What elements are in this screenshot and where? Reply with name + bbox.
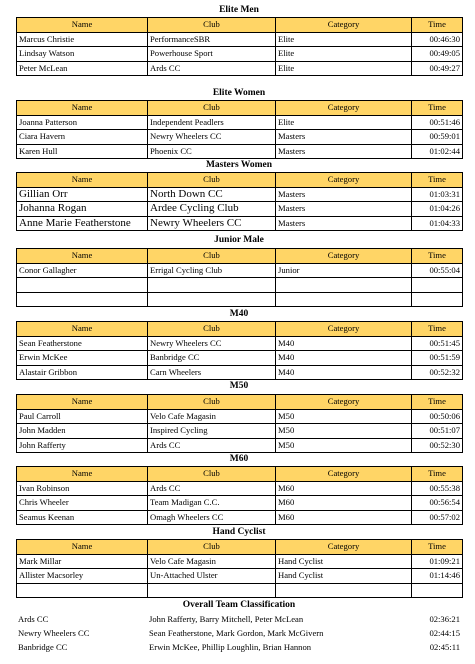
cell-club: [148, 278, 276, 293]
cell-category: M50: [276, 424, 412, 439]
cell-category: Masters: [276, 202, 412, 217]
results-table-m40: [16, 321, 463, 380]
cell-name: Seamus Keenan: [17, 510, 148, 525]
cell-category: Elite: [276, 47, 412, 62]
header-category: Category: [276, 249, 412, 264]
cell-name: Karen Hull: [17, 144, 148, 159]
cell-category: [276, 292, 412, 307]
team-time: 02:45:11: [429, 642, 460, 652]
cell-name: Ciara Havern: [17, 130, 148, 145]
cell-time: 00:50:06: [412, 409, 463, 424]
header-time: Time: [412, 173, 463, 188]
cell-club: Independent Peadlers: [148, 115, 276, 130]
cell-category: Masters: [276, 130, 412, 145]
header-name: Name: [17, 322, 148, 337]
header-time: Time: [412, 18, 463, 33]
results-table-m50: [16, 394, 463, 453]
table-row: [17, 144, 463, 159]
team-members: John Rafferty, Barry Mitchell, Peter McLean: [149, 614, 304, 624]
cell-name: Sean Featherstone: [17, 336, 148, 351]
cell-club: Ards CC: [148, 438, 276, 453]
header-club: Club: [148, 540, 276, 555]
team-club: Newry Wheelers CC: [18, 628, 90, 638]
cell-time: 00:52:30: [412, 438, 463, 453]
cell-club: Team Madigan C.C.: [148, 496, 276, 511]
cell-club: Omagh Wheelers CC: [148, 510, 276, 525]
cell-category: Hand Cyclist: [276, 554, 412, 569]
team-club: Ards CC: [18, 614, 49, 624]
cell-category: M60: [276, 481, 412, 496]
section-title-team-classification: Overall Team Classification: [182, 600, 296, 610]
cell-name: John Madden: [17, 424, 148, 439]
header-club: Club: [148, 395, 276, 410]
table-row: [17, 263, 463, 278]
header-club: Club: [148, 322, 276, 337]
header-category: Category: [276, 18, 412, 33]
results-table-elite-women: [16, 100, 463, 159]
team-members: Sean Featherstone, Mark Gordon, Mark McGivern: [149, 628, 324, 638]
header-category: Category: [276, 467, 412, 482]
cell-category: M50: [276, 409, 412, 424]
cell-name: Peter McLean: [17, 61, 148, 76]
cell-name: Erwin McKee: [17, 351, 148, 366]
table-row: [17, 47, 463, 62]
section-title-m50: M50: [229, 381, 249, 391]
table-row: [17, 583, 463, 598]
cell-club: Powerhouse Sport: [148, 47, 276, 62]
header-row: [17, 540, 463, 555]
cell-name: Marcus Christie: [17, 32, 148, 47]
table-row: [16, 626, 462, 640]
header-time: Time: [412, 322, 463, 337]
cell-category: M60: [276, 496, 412, 511]
cell-time: 01:02:44: [412, 144, 463, 159]
table-row: [17, 481, 463, 496]
header-time: Time: [412, 249, 463, 264]
cell-time: 00:57:02: [412, 510, 463, 525]
header-name: Name: [17, 101, 148, 116]
table-row: [17, 278, 463, 293]
header-club: Club: [148, 249, 276, 264]
table-row: [17, 424, 463, 439]
header-club: Club: [148, 173, 276, 188]
cell-time: 00:55:04: [412, 263, 463, 278]
table-row: [17, 365, 463, 380]
team-club: Banbridge CC: [18, 642, 68, 652]
cell-club: Phoenix CC: [148, 144, 276, 159]
header-name: Name: [17, 249, 148, 264]
cell-category: Elite: [276, 32, 412, 47]
header-club: Club: [148, 101, 276, 116]
cell-club: Ardee Cycling Club: [148, 202, 276, 217]
table-row: [17, 438, 463, 453]
cell-category: M40: [276, 365, 412, 380]
table-row: [17, 569, 463, 584]
table-row: [17, 496, 463, 511]
cell-club: Ards CC: [148, 481, 276, 496]
cell-category: Elite: [276, 61, 412, 76]
header-name: Name: [17, 395, 148, 410]
table-row: [17, 115, 463, 130]
cell-time: 00:46:30: [412, 32, 463, 47]
cell-club: Newry Wheelers CC: [148, 130, 276, 145]
cell-name: [17, 292, 148, 307]
table-row: [17, 187, 463, 202]
results-table-hand-cyclist: [16, 539, 463, 598]
table-row: [17, 32, 463, 47]
cell-club: Velo Cafe Magasin: [148, 409, 276, 424]
cell-name: Allister Macsorley: [17, 569, 148, 584]
cell-name: Johanna Rogan: [17, 202, 148, 217]
section-title-m60: M60: [229, 454, 249, 464]
header-time: Time: [412, 540, 463, 555]
header-row: [17, 395, 463, 410]
cell-time: 01:04:33: [412, 216, 463, 231]
cell-time: 00:51:07: [412, 424, 463, 439]
cell-time: 00:49:27: [412, 61, 463, 76]
cell-club: Newry Wheelers CC: [148, 216, 276, 231]
cell-category: Junior: [276, 263, 412, 278]
header-category: Category: [276, 101, 412, 116]
cell-name: Paul Carroll: [17, 409, 148, 424]
header-club: Club: [148, 467, 276, 482]
cell-category: M40: [276, 336, 412, 351]
cell-time: 00:51:46: [412, 115, 463, 130]
table-row: [17, 554, 463, 569]
header-time: Time: [412, 467, 463, 482]
cell-club: [148, 292, 276, 307]
section-title-m40: M40: [229, 309, 249, 319]
cell-time: [412, 583, 463, 598]
cell-category: Masters: [276, 187, 412, 202]
cell-category: M50: [276, 438, 412, 453]
header-club: Club: [148, 18, 276, 33]
cell-category: M40: [276, 351, 412, 366]
cell-name: Mark Millar: [17, 554, 148, 569]
header-category: Category: [276, 395, 412, 410]
cell-name: [17, 278, 148, 293]
cell-time: 01:03:31: [412, 187, 463, 202]
header-row: [17, 322, 463, 337]
results-table-m60: [16, 466, 463, 525]
table-row: [16, 640, 462, 654]
header-name: Name: [17, 173, 148, 188]
cell-name: Anne Marie Featherstone: [17, 216, 148, 231]
table-row: [17, 351, 463, 366]
results-table-masters-women: [16, 172, 463, 231]
table-row: [17, 61, 463, 76]
cell-category: M60: [276, 510, 412, 525]
cell-name: Alastair Gribbon: [17, 365, 148, 380]
cell-time: 01:04:26: [412, 202, 463, 217]
table-row: [17, 216, 463, 231]
cell-club: North Down CC: [148, 187, 276, 202]
team-time: 02:44:15: [429, 628, 460, 638]
header-row: [17, 249, 463, 264]
cell-time: 00:55:38: [412, 481, 463, 496]
results-table-elite-men: [16, 17, 463, 76]
section-title-elite-women: Elite Women: [212, 88, 266, 98]
cell-time: 00:49:05: [412, 47, 463, 62]
cell-category: [276, 278, 412, 293]
cell-name: John Rafferty: [17, 438, 148, 453]
header-row: [17, 18, 463, 33]
cell-time: 00:51:59: [412, 351, 463, 366]
section-title-masters-women: Masters Women: [205, 160, 273, 170]
cell-time: 00:59:01: [412, 130, 463, 145]
cell-club: Ards CC: [148, 61, 276, 76]
cell-time: 00:52:32: [412, 365, 463, 380]
table-row: [17, 130, 463, 145]
header-row: [17, 101, 463, 116]
cell-time: [412, 278, 463, 293]
cell-time: 01:09:21: [412, 554, 463, 569]
cell-club: PerformanceSBR: [148, 32, 276, 47]
cell-time: 01:14:46: [412, 569, 463, 584]
cell-name: [17, 583, 148, 598]
cell-name: Conor Gallagher: [17, 263, 148, 278]
cell-category: Elite: [276, 115, 412, 130]
cell-category: [276, 583, 412, 598]
section-title-junior-male: Junior Male: [214, 235, 264, 245]
cell-name: Chris Wheeler: [17, 496, 148, 511]
cell-name: Gillian Orr: [17, 187, 148, 202]
cell-club: Un-Attached Ulster: [148, 569, 276, 584]
section-title-hand-cyclist: Hand Cyclist: [212, 527, 266, 537]
cell-club: Inspired Cycling: [148, 424, 276, 439]
cell-category: Hand Cyclist: [276, 569, 412, 584]
header-name: Name: [17, 540, 148, 555]
team-time: 02:36:21: [429, 614, 460, 624]
header-time: Time: [412, 101, 463, 116]
cell-club: Errigal Cycling Club: [148, 263, 276, 278]
table-row: [17, 292, 463, 307]
cell-club: Carn Wheelers: [148, 365, 276, 380]
table-row: [16, 612, 462, 626]
results-table-junior-male: [16, 248, 463, 307]
header-category: Category: [276, 173, 412, 188]
cell-club: Banbridge CC: [148, 351, 276, 366]
cell-club: Newry Wheelers CC: [148, 336, 276, 351]
team-members: Erwin McKee, Phillip Loughlin, Brian Hannon: [149, 642, 312, 652]
cell-club: [148, 583, 276, 598]
table-row: [17, 409, 463, 424]
table-row: [17, 202, 463, 217]
cell-time: 00:56:54: [412, 496, 463, 511]
team-classification-table: [16, 612, 462, 654]
header-row: [17, 467, 463, 482]
cell-time: 00:51:45: [412, 336, 463, 351]
cell-name: Joanna Patterson: [17, 115, 148, 130]
table-row: [17, 336, 463, 351]
cell-category: Masters: [276, 216, 412, 231]
header-row: [17, 173, 463, 188]
header-name: Name: [17, 18, 148, 33]
header-name: Name: [17, 467, 148, 482]
cell-name: Ivan Robinson: [17, 481, 148, 496]
section-title-elite-men: Elite Men: [219, 5, 259, 15]
table-row: [17, 510, 463, 525]
header-category: Category: [276, 540, 412, 555]
cell-time: [412, 292, 463, 307]
cell-name: Lindsay Watson: [17, 47, 148, 62]
header-time: Time: [412, 395, 463, 410]
cell-club: Velo Cafe Magasin: [148, 554, 276, 569]
cell-category: Masters: [276, 144, 412, 159]
header-category: Category: [276, 322, 412, 337]
